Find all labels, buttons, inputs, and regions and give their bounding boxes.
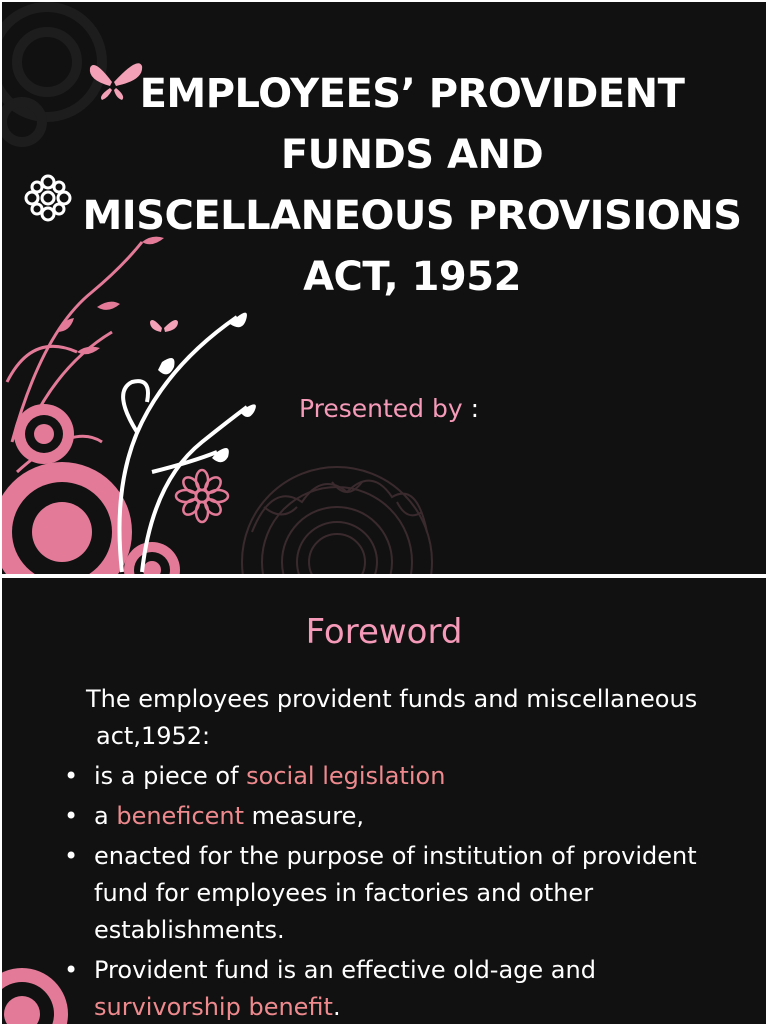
bullet-highlight: beneficent — [116, 802, 245, 830]
bullet-text: is a piece of — [94, 762, 247, 790]
title-line: MISCELLANEOUS PROVISIONS — [82, 193, 742, 239]
bullet-text: a — [94, 802, 117, 830]
list-item — [60, 838, 740, 949]
bullet-icon: • — [64, 956, 79, 984]
presented-by — [299, 394, 479, 423]
bullet-icon: • — [64, 802, 79, 830]
list-item — [60, 758, 740, 795]
bullet-highlight: survivorship benefit — [94, 993, 333, 1021]
bullet-text: measure, — [244, 802, 364, 830]
title-slide — [2, 2, 766, 574]
bullet-list — [60, 758, 740, 1024]
slide-heading: Foreword — [305, 612, 463, 652]
presented-suffix: : — [462, 394, 480, 423]
intro-line: act,1952: — [96, 722, 211, 750]
slide-title — [62, 64, 762, 308]
title-line: ACT, 1952 — [303, 254, 521, 300]
list-item — [60, 952, 740, 1024]
foreword-slide — [2, 578, 766, 1024]
bullet-highlight: social legislation — [246, 762, 446, 790]
bullet-text: enacted for the purpose of institution of provident fund for employees in factories and other establishments. — [94, 842, 697, 944]
bullet-text: Provident fund is an effective old-age and — [94, 956, 596, 984]
bullet-text: . — [332, 993, 341, 1021]
bullet-icon: • — [64, 762, 79, 790]
list-item — [60, 798, 740, 835]
bullet-icon: • — [64, 842, 79, 870]
presented-label: Presented by — [299, 394, 463, 423]
title-line: FUNDS AND — [280, 132, 544, 178]
intro-line: The employees provident funds and miscellaneous — [86, 685, 698, 713]
title-line: EMPLOYEES’ PROVIDENT — [139, 71, 685, 117]
intro-text — [86, 681, 746, 755]
